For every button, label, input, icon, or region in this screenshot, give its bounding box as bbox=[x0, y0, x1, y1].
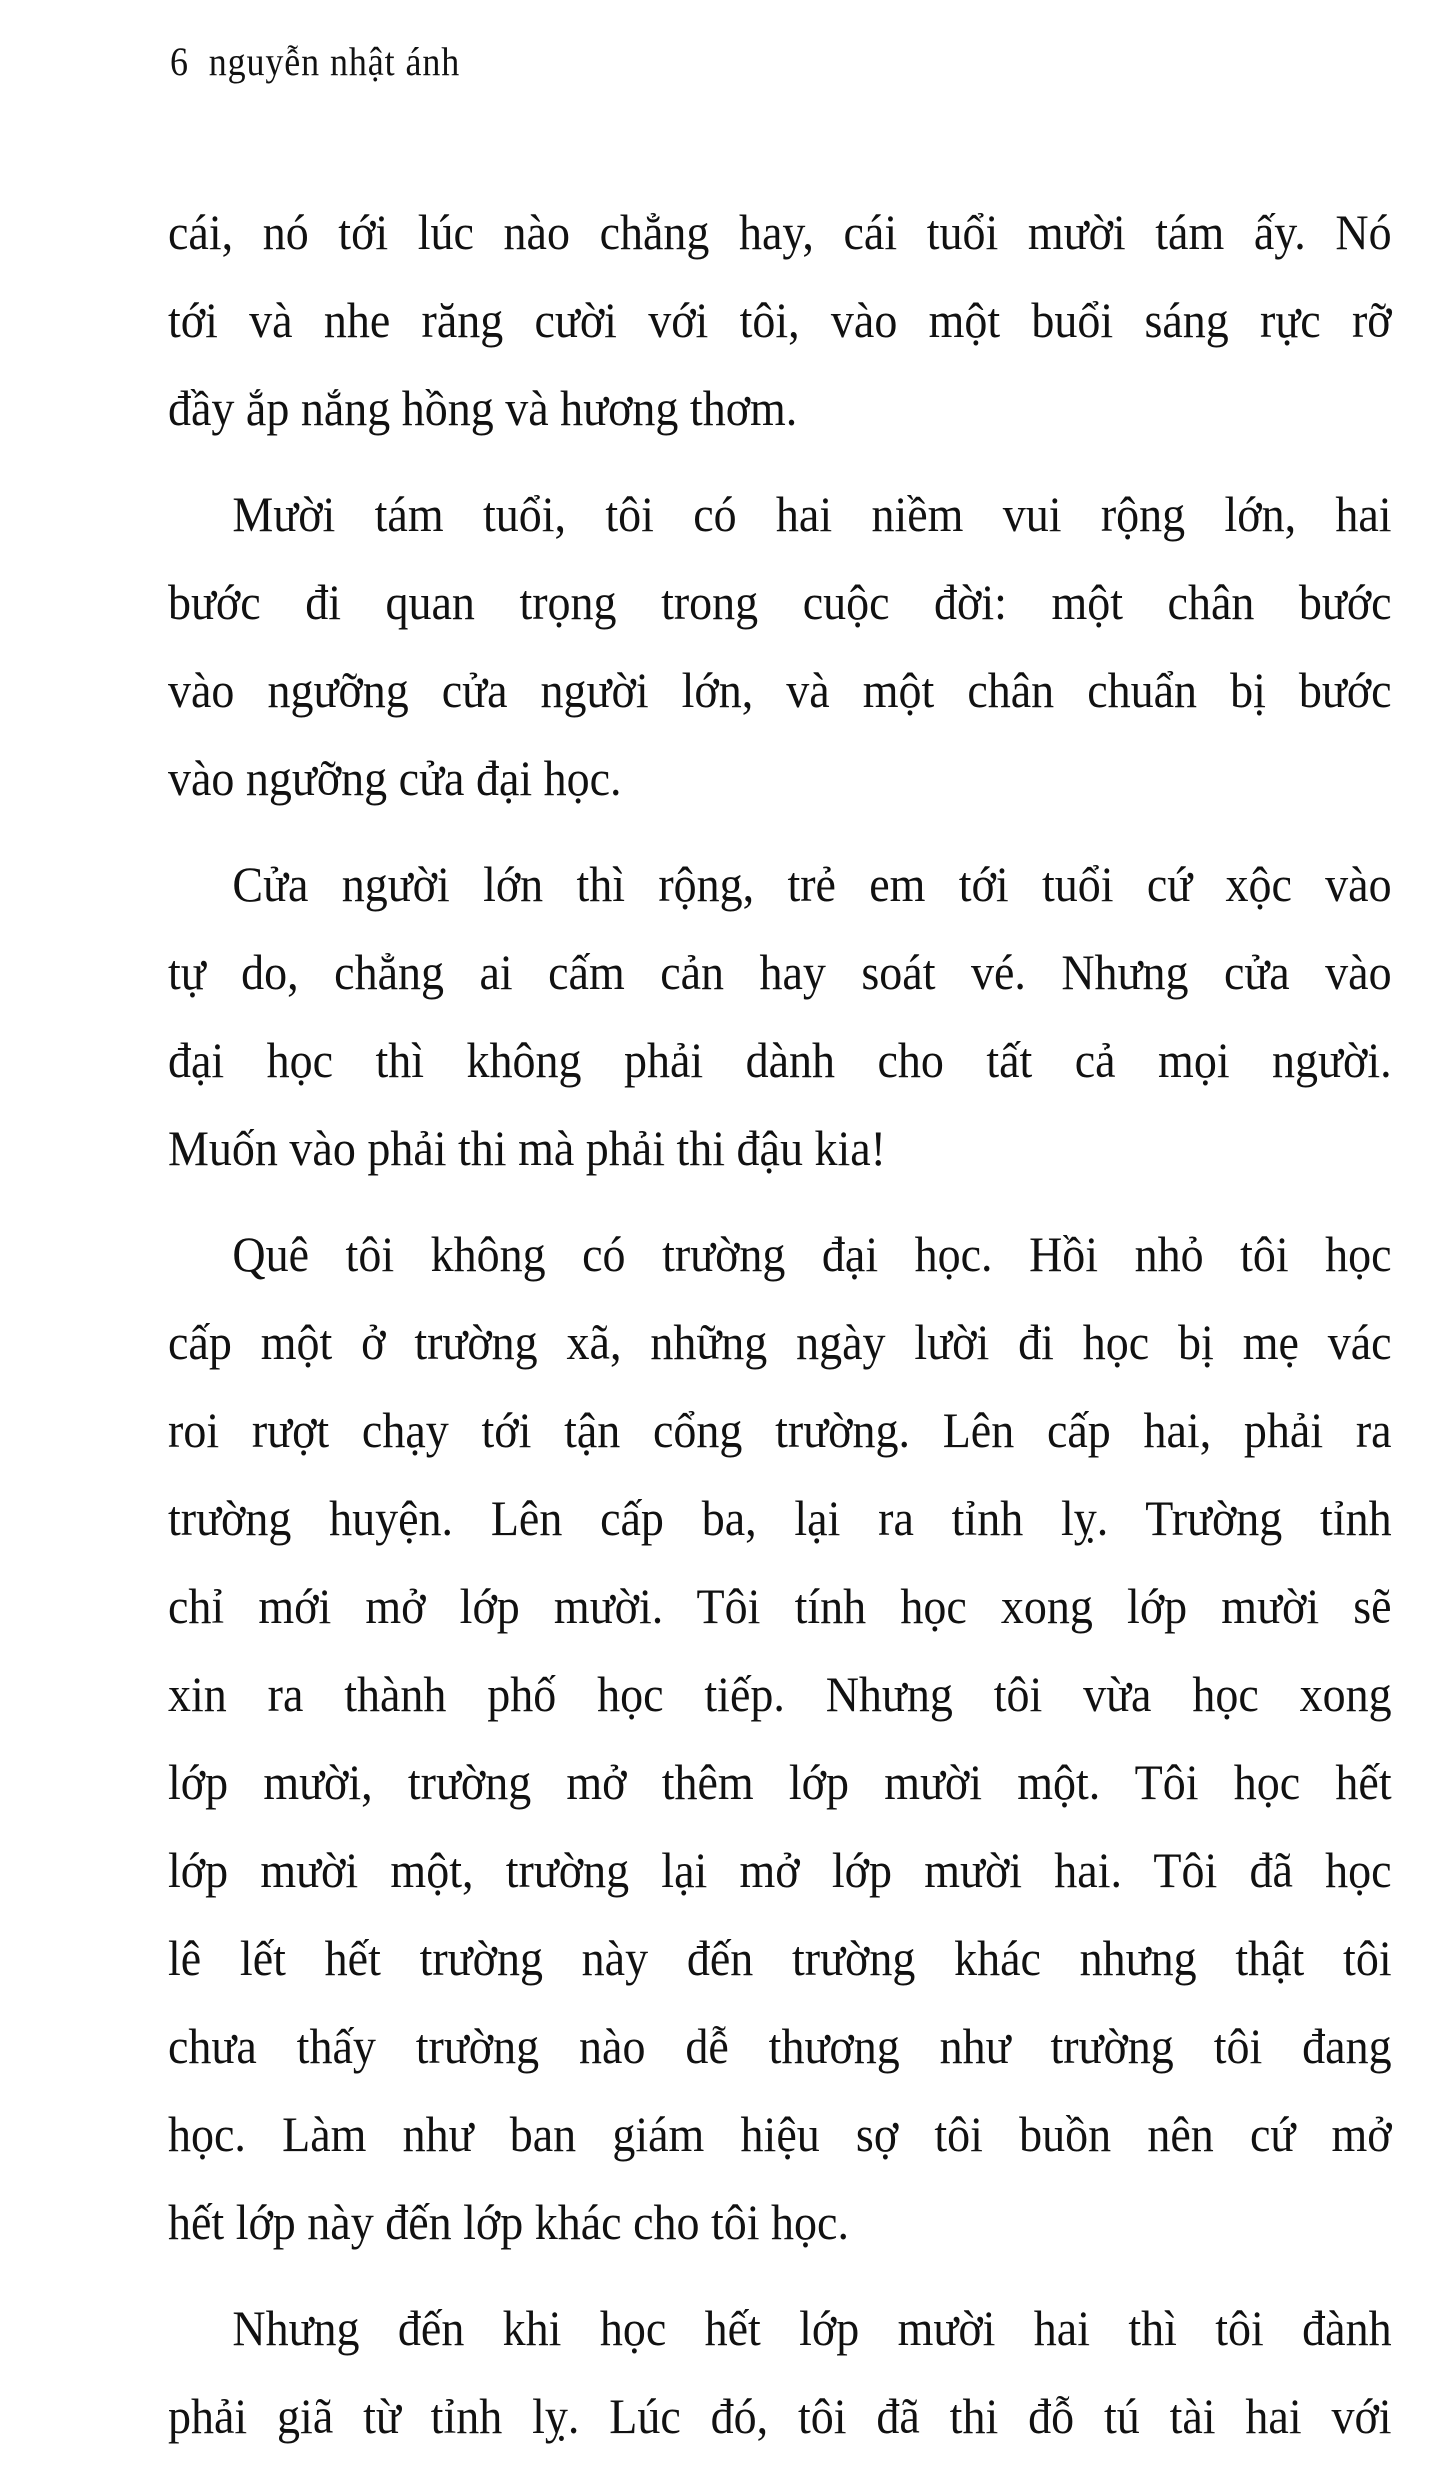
text-line: học. Làm như ban giám hiệu sợ tôi buồn nên cứ mở bbox=[168, 2106, 1392, 2162]
text-line: đại học thì không phải dành cho tất cả mọi người. bbox=[168, 1032, 1392, 1088]
text-line: xin ra thành phố học tiếp. Nhưng tôi vừa học xong bbox=[168, 1666, 1392, 1722]
paragraph bbox=[168, 840, 1392, 1192]
text-line: lê lết hết trường này đến trường khác nhưng thật tôi bbox=[168, 1930, 1392, 1986]
text-line: Nhưng đến khi học hết lớp mười hai thì tôi đành bbox=[232, 2300, 1392, 2356]
text-line: cấp một ở trường xã, những ngày lười đi học bị mẹ vác bbox=[168, 1314, 1392, 1370]
text-line: phải giã từ tỉnh lỵ. Lúc đó, tôi đã thi đỗ tú tài hai với bbox=[168, 2388, 1392, 2444]
text-line: hết lớp này đến lớp khác cho tôi học. bbox=[168, 2194, 849, 2250]
paragraph bbox=[168, 188, 1392, 452]
text-line: vào ngưỡng cửa người lớn, và một chân chuẩn bị bước bbox=[168, 662, 1392, 718]
text-line: bước đi quan trọng trong cuộc đời: một chân bước bbox=[168, 574, 1392, 630]
text-line: trường huyện. Lên cấp ba, lại ra tỉnh lỵ. Trường tỉnh bbox=[168, 1490, 1392, 1546]
text-line: lớp mười, trường mở thêm lớp mười một. Tôi học hết bbox=[168, 1754, 1392, 1810]
text-line: vào ngưỡng cửa đại học. bbox=[168, 750, 622, 806]
paragraph bbox=[168, 2284, 1392, 2460]
running-header bbox=[170, 38, 460, 85]
paragraph bbox=[168, 470, 1392, 822]
paragraph bbox=[168, 1210, 1392, 2266]
text-line: cái, nó tới lúc nào chẳng hay, cái tuổi mười tám ấy. Nó bbox=[168, 204, 1392, 260]
text-line: Quê tôi không có trường đại học. Hồi nhỏ tôi học bbox=[232, 1226, 1392, 1282]
author-name: nguyễn nhật ánh bbox=[208, 39, 461, 84]
text-line: tới và nhe răng cười với tôi, vào một buổi sáng rực rỡ bbox=[168, 292, 1392, 348]
text-line: Mười tám tuổi, tôi có hai niềm vui rộng lớn, hai bbox=[232, 486, 1392, 542]
text-line: lớp mười một, trường lại mở lớp mười hai. Tôi đã học bbox=[168, 1842, 1392, 1898]
text-line: roi rượt chạy tới tận cổng trường. Lên cấp hai, phải ra bbox=[168, 1402, 1392, 1458]
text-line: Muốn vào phải thi mà phải thi đậu kia! bbox=[168, 1120, 886, 1176]
text-line: Cửa người lớn thì rộng, trẻ em tới tuổi cứ xộc vào bbox=[232, 856, 1392, 912]
text-line: tự do, chẳng ai cấm cản hay soát vé. Nhưng cửa vào bbox=[168, 944, 1392, 1000]
text-line: chưa thấy trường nào dễ thương như trường tôi đang bbox=[168, 2018, 1392, 2074]
text-line: đầy ắp nắng hồng và hương thơm. bbox=[168, 380, 798, 436]
page-number: 6 bbox=[170, 39, 189, 84]
body-text bbox=[168, 188, 1392, 2478]
text-line: chỉ mới mở lớp mười. Tôi tính học xong lớp mười sẽ bbox=[168, 1578, 1392, 1634]
